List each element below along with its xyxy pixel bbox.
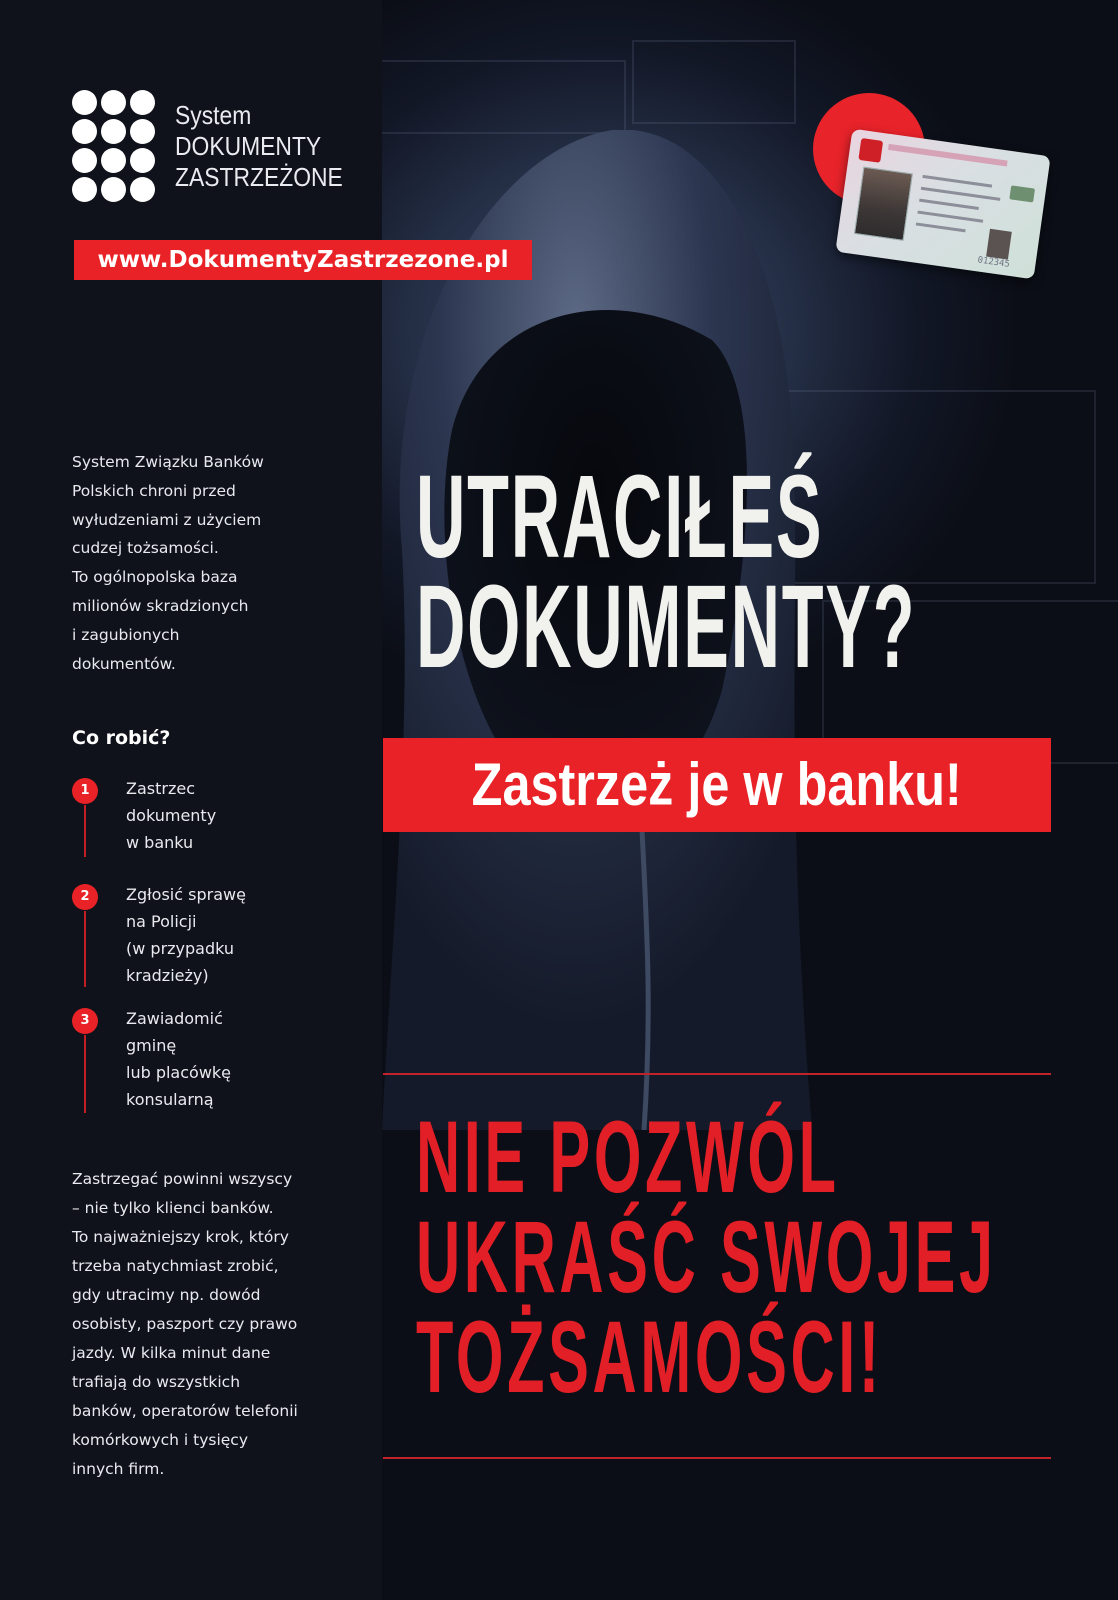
intro-line: i zagubionych (72, 625, 180, 644)
bottom-line: To najważniejszy krok, który (72, 1228, 289, 1246)
logo-line: System (175, 100, 252, 130)
id-mini-photo (986, 229, 1012, 260)
step-number: 1 (72, 778, 98, 804)
step-text: Zawiadomić gminę lub placówkę konsularną (126, 1009, 232, 1109)
slogan-line: UKRAŚĆ SWOJEJ (416, 1200, 997, 1314)
logo-dots-icon (72, 90, 156, 214)
slogan-line: TOŻSAMOŚCI! (416, 1300, 883, 1414)
intro-line: To ogólnopolska baza (72, 568, 238, 587)
step-connector (84, 911, 86, 987)
id-text-line (922, 175, 992, 188)
intro-text (72, 448, 342, 678)
bottom-line: osobisty, paszport czy prawo (72, 1315, 298, 1333)
cta-label: Zastrzeż je w banku! (471, 751, 963, 818)
cta-text (383, 738, 1051, 832)
logo-line: ZASTRZEŻONE (175, 162, 343, 192)
logo-text (175, 100, 343, 193)
id-text-line (916, 222, 966, 232)
step-text: Zastrzec dokumenty w banku (126, 779, 217, 852)
logo-line: DOKUMENTY (175, 131, 322, 161)
bottom-line: innych firm. (72, 1460, 165, 1478)
slogan-line: NIE POZWÓL (416, 1100, 840, 1214)
eagle-emblem-icon (858, 138, 883, 163)
bottom-line: trzeba natychmiast zrobić, (72, 1257, 279, 1275)
step-number: 3 (72, 1008, 98, 1034)
bottom-line: gdy utracimy np. dowód (72, 1286, 261, 1304)
id-chip-icon (1009, 185, 1035, 202)
step-text: Zgłosić sprawę na Policji (w przypadku kradzieży) (126, 885, 246, 985)
intro-line: wyłudzeniami z użyciem (72, 510, 262, 529)
intro-line: milionów skradzionych (72, 596, 249, 615)
id-card-band (888, 144, 1008, 167)
wall-brick (382, 60, 626, 134)
intro-line: cudzej tożsamości. (72, 539, 219, 558)
id-photo (854, 167, 913, 241)
headline (416, 451, 917, 693)
intro-line: Polskich chroni przed (72, 481, 236, 500)
intro-line: System Związku Banków (72, 453, 264, 471)
what-to-do-title: Co robić? (72, 727, 171, 749)
step-connector (84, 1035, 86, 1113)
website-url[interactable]: www.DokumentyZastrzezone.pl (74, 240, 532, 280)
divider-bottom (383, 1457, 1051, 1459)
step-connector (84, 805, 86, 857)
cta-banner (383, 738, 1051, 832)
bottom-line: – nie tylko klienci banków. (72, 1199, 274, 1217)
id-text-line (917, 211, 983, 223)
bottom-info-text (72, 1165, 352, 1484)
id-number: 012345 (976, 255, 1011, 270)
step-number: 2 (72, 884, 98, 910)
divider-top (383, 1073, 1051, 1075)
bottom-line: banków, operatorów telefonii (72, 1402, 298, 1420)
slogan (416, 1100, 997, 1414)
intro-line: dokumentów. (72, 654, 176, 673)
bottom-line: jazdy. W kilka minut dane (72, 1344, 271, 1362)
headline-line: UTRACIŁEŚ (416, 451, 824, 583)
id-text-line (921, 187, 1001, 201)
bottom-line: trafiają do wszystkich (72, 1373, 241, 1391)
id-text-line (919, 199, 979, 210)
bottom-line: Zastrzegać powinni wszyscy (72, 1170, 293, 1188)
headline-line: DOKUMENTY? (416, 561, 917, 693)
wall-brick (632, 40, 796, 124)
bottom-line: komórkowych i tysięcy (72, 1431, 248, 1449)
